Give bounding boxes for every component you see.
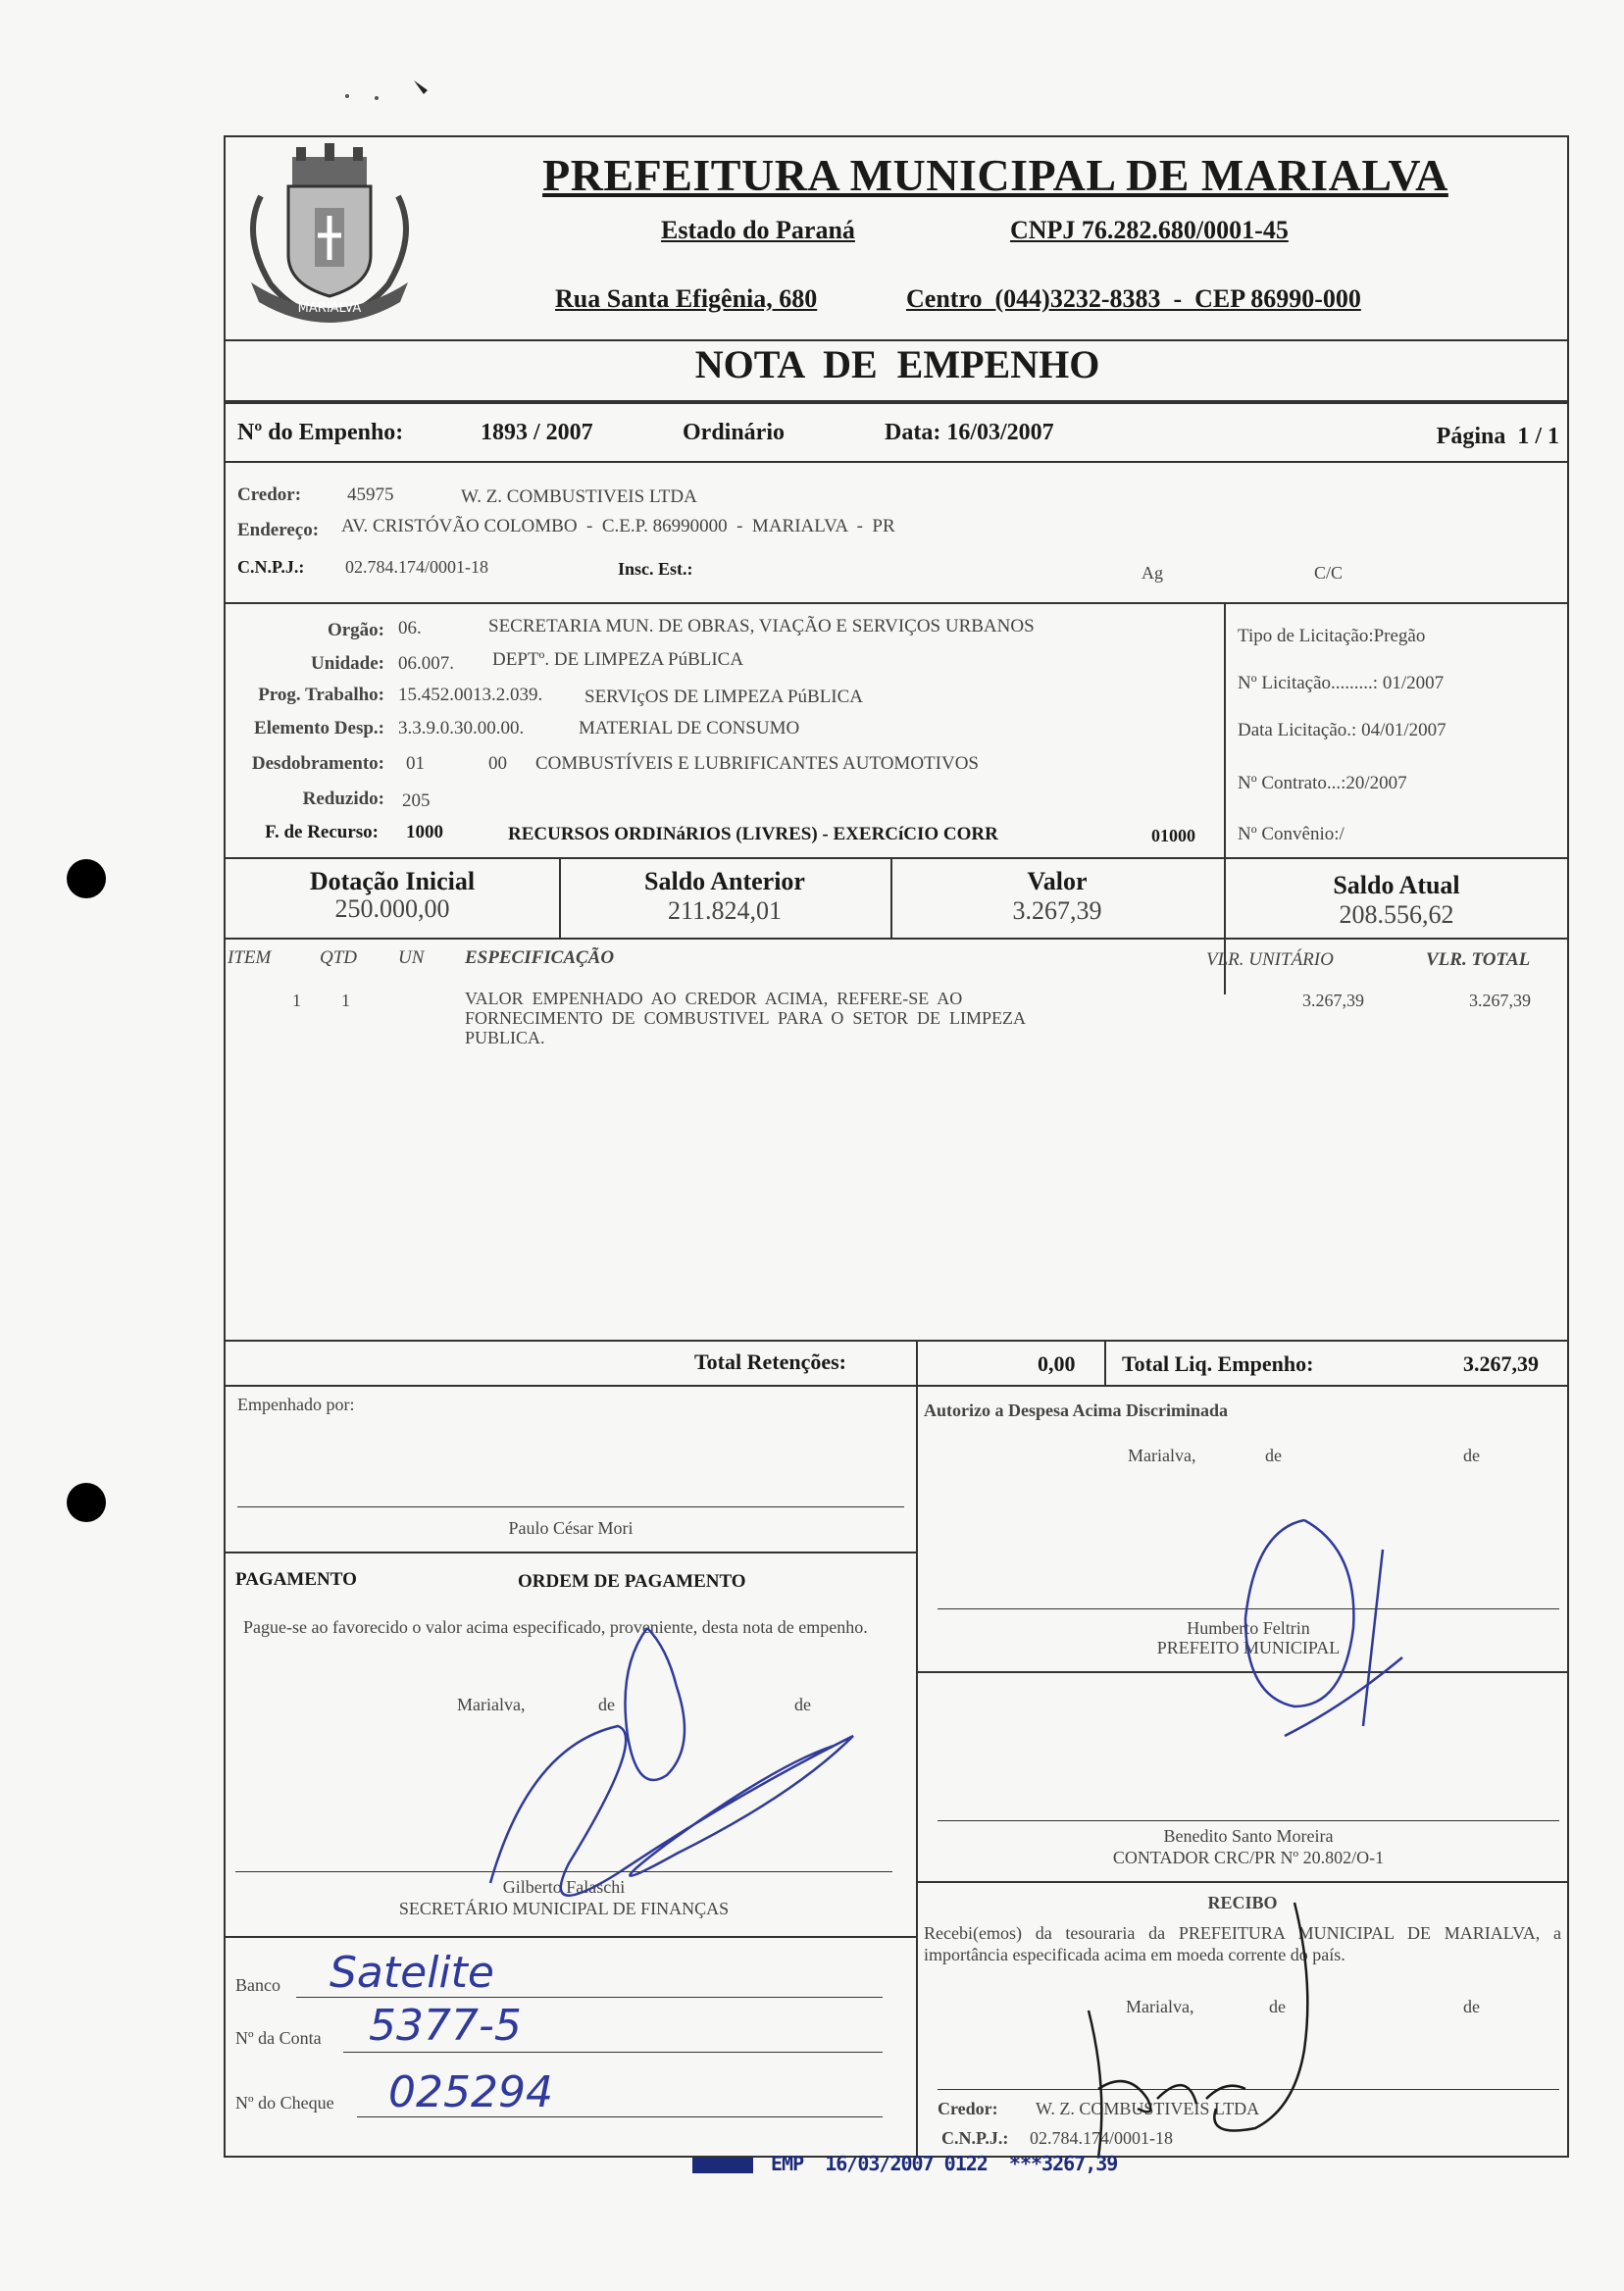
col-un: UN [398, 947, 425, 968]
orgao-desc: SECRETARIA MUN. DE OBRAS, VIAÇÃO E SERVIÇOS URBANOS [488, 616, 1035, 636]
prefeito-name: Humberto Feltrin [1187, 1618, 1310, 1638]
recibo-credor-name: W. Z. COMBUSTIVEIS LTDA [1036, 2099, 1260, 2118]
reduzido-label: Reduzido: [302, 789, 384, 809]
desdobramento-desc: COMBUSTÍVEIS E LUBRIFICANTES AUTOMOTIVOS [535, 753, 979, 774]
empenhado-por-name: Paulo César Mori [508, 1518, 634, 1538]
prefeito-signature [1226, 1510, 1422, 1746]
total-retencoes-label: Total Retenções: [694, 1349, 846, 1374]
autorizo-de-1: de [1265, 1446, 1282, 1465]
secretario-name: Gilberto Falaschi [502, 1877, 626, 1897]
total-liq-label: Total Liq. Empenho: [1122, 1351, 1314, 1376]
header-title: PREFEITURA MUNICIPAL DE MARIALVA [542, 150, 1448, 200]
valor-value: 3.267,39 [1012, 896, 1102, 925]
empenho-page: Página 1 / 1 [1436, 424, 1559, 449]
punch-hole-bottom [67, 1483, 106, 1522]
item-vlr-unitario: 3.267,39 [1302, 991, 1364, 1010]
cheque-value: 025294 [388, 2067, 553, 2117]
stamp-block [692, 2158, 753, 2173]
prog-desc: SERVIçOS DE LIMPEZA PúBLICA [584, 687, 864, 707]
autorizo-place: Marialva, [1128, 1446, 1196, 1465]
licitacao-numero: Nº Licitação.........: 01/2007 [1238, 673, 1445, 693]
ordem-pagamento-label: ORDEM DE PAGAMENTO [518, 1571, 746, 1592]
saldo-anterior-value: 211.824,01 [667, 896, 783, 925]
credor-code: 45975 [347, 484, 394, 505]
col-item: ITEM [228, 947, 272, 968]
empenho-number-label: Nº do Empenho: [237, 420, 404, 445]
nota-de-empenho-form [224, 135, 1569, 2158]
conta-label: Nº da Conta [235, 2028, 322, 2048]
header-cnpj: CNPJ 76.282.680/0001-45 [1010, 216, 1289, 244]
licitacao-data: Data Licitação.: 04/01/2007 [1238, 720, 1446, 740]
unidade-desc: DEPTº. DE LIMPEZA PúBLICA [492, 649, 744, 670]
elemento-label: Elemento Desp.: [254, 718, 384, 738]
item-vlr-total: 3.267,39 [1469, 991, 1531, 1010]
pagamento-de-1: de [598, 1695, 615, 1714]
municipal-crest-icon [231, 137, 428, 329]
item-spec-line-1: VALOR EMPENHADO AO CREDOR ACIMA, REFERE-SE AO [465, 989, 963, 1008]
saldo-anterior-label: Saldo Anterior [644, 867, 805, 895]
col-vlr-total: VLR. TOTAL [1426, 949, 1531, 970]
endereco-label: Endereço: [237, 520, 320, 540]
recibo-title: RECIBO [1207, 1893, 1278, 1912]
dotacao-inicial-value: 250.000,00 [334, 894, 450, 923]
orgao-label: Orgão: [327, 620, 384, 640]
pagamento-label: PAGAMENTO [235, 1569, 357, 1590]
recebedor-signature [1069, 1893, 1363, 2177]
item-spec-line-2: FORNECIMENTO DE COMBUSTIVEL PARA O SETOR DE LIMPEZA [465, 1008, 1027, 1028]
valor-label: Valor [1027, 867, 1088, 895]
empenho-date: Data: 16/03/2007 [885, 420, 1054, 445]
prog-label: Prog. Trabalho: [258, 685, 384, 705]
desdobramento-code-1: 01 [406, 753, 425, 774]
secretario-title: SECRETÁRIO MUNICIPAL DE FINANÇAS [398, 1899, 730, 1918]
recurso-code: 1000 [406, 822, 443, 842]
insc-label: Insc. Est.: [618, 559, 693, 579]
cheque-label: Nº do Cheque [235, 2093, 334, 2113]
elemento-code: 3.3.9.0.30.00.00. [398, 718, 525, 738]
pague-text: Pague-se ao favorecido o valor acima especificado, proveniente, desta nota de empenho. [243, 1617, 868, 1637]
recibo-text: Recebi(emos) da tesouraria da PREFEITURA MUNICIPAL DE MARIALVA, a importância especificada acima em moeda corrente do país. [924, 1923, 1561, 1964]
elemento-desc: MATERIAL DE CONSUMO [579, 718, 800, 738]
credor-label: Credor: [237, 484, 302, 505]
recurso-label: F. de Recurso: [265, 822, 379, 842]
contador-title: CONTADOR CRC/PR Nº 20.802/O-1 [1112, 1848, 1385, 1867]
banco-value: Satelite [330, 1948, 494, 1998]
crest-text: MARIALVA [297, 301, 362, 316]
desdobramento-code-2: 00 [488, 753, 507, 774]
stamp-text: EMP 16/03/2007 0122 ***3267,39 [771, 2152, 1118, 2175]
recibo-de-1: de [1269, 1997, 1286, 2016]
credor-cnpj: 02.784.174/0001-18 [345, 557, 488, 577]
credor-address: AV. CRISTÓVÃO COLOMBO - C.E.P. 86990000 - MARIALVA - PR [341, 516, 895, 536]
processing-stamp [692, 2152, 1117, 2175]
contrato-numero: Nº Contrato...:20/2007 [1238, 773, 1407, 793]
item-spec-line-3: PUBLICA. [465, 1028, 545, 1047]
empenhado-por-label: Empenhado por: [237, 1395, 355, 1414]
recurso-code-2: 01000 [1151, 826, 1195, 845]
secretario-signature [422, 1628, 912, 1942]
unidade-code: 06.007. [398, 653, 454, 674]
empenho-type: Ordinário [683, 420, 786, 445]
header-district-phone-cep: Centro (044)3232-8383 - CEP 86990-000 [906, 284, 1361, 313]
autorizo-de-2: de [1463, 1446, 1480, 1465]
recibo-credor-label: Credor: [938, 2099, 998, 2118]
saldo-atual-label: Saldo Atual [1333, 871, 1460, 899]
prefeito-title: PREFEITO MUNICIPAL [1156, 1638, 1341, 1657]
empenho-number: 1893 / 2007 [481, 420, 593, 445]
doc-title: NOTA DE EMPENHO [694, 342, 1100, 386]
scan-mark [257, 76, 453, 106]
convenio-numero: Nº Convênio:/ [1238, 824, 1345, 844]
col-especificacao: ESPECIFICAÇÃO [465, 947, 615, 968]
header-state: Estado do Paraná [661, 216, 855, 244]
pagamento-place: Marialva, [457, 1695, 526, 1714]
cnpj-label: C.N.P.J.: [237, 557, 305, 577]
item-qtd: 1 [341, 991, 350, 1010]
orgao-code: 06. [398, 618, 422, 638]
recibo-place: Marialva, [1126, 1997, 1194, 2016]
reduzido-value: 205 [402, 790, 431, 811]
desdobramento-label: Desdobramento: [251, 753, 384, 774]
autorizo-text: Autorizo a Despesa Acima Discriminada [924, 1400, 1228, 1420]
prog-code: 15.452.0013.2.039. [398, 685, 543, 705]
banco-label: Banco [235, 1975, 280, 1995]
licitacao-tipo: Tipo de Licitação:Pregão [1238, 626, 1426, 646]
item-number: 1 [292, 991, 301, 1010]
pagamento-de-2: de [794, 1695, 811, 1714]
unidade-label: Unidade: [311, 653, 384, 674]
saldo-atual-value: 208.556,62 [1339, 900, 1454, 929]
header-address: Rua Santa Efigênia, 680 [555, 284, 818, 313]
recibo-cnpj-label: C.N.P.J.: [941, 2128, 1009, 2148]
cc-label: C/C [1314, 563, 1344, 583]
recurso-desc: RECURSOS ORDINáRIOS (LIVRES) - EXERCíCIO CORR [508, 824, 998, 844]
recibo-cnpj: 02.784.174/0001-18 [1030, 2128, 1173, 2148]
recibo-de-2: de [1463, 1997, 1480, 2016]
dotacao-inicial-label: Dotação Inicial [309, 867, 476, 895]
total-retencoes-value: 0,00 [1038, 1351, 1076, 1376]
ag-label: Ag [1142, 563, 1163, 583]
credor-name: W. Z. COMBUSTIVEIS LTDA [461, 486, 697, 507]
punch-hole-top [67, 859, 106, 898]
contador-name: Benedito Santo Moreira [1163, 1826, 1334, 1846]
total-liq-value: 3.267,39 [1463, 1351, 1539, 1376]
col-vlr-unitario: VLR. UNITÁRIO [1206, 949, 1334, 970]
conta-value: 5377-5 [369, 2001, 522, 2051]
col-qtd: QTD [320, 947, 358, 968]
